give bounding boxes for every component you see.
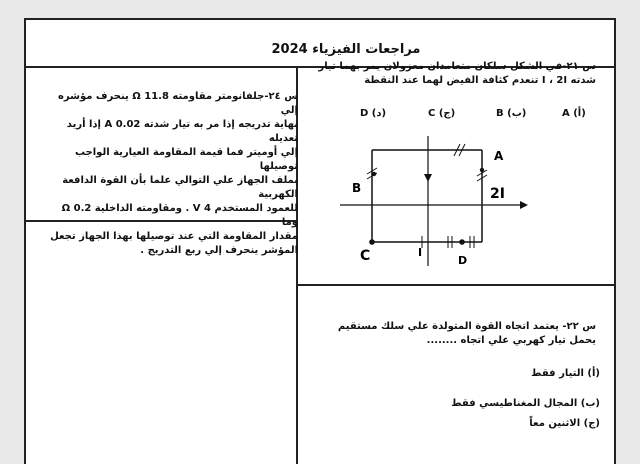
point-a xyxy=(480,168,484,172)
q21-option-d: D (د) xyxy=(360,108,387,119)
q24-line: نهاية تدريجه إذا مر به تيار شدته A 0.02 إذا أريد تعديله xyxy=(66,119,298,144)
q24-line: إلي أوميتر فما قيمة المقاومة العيارية الواجب توصيلها xyxy=(74,147,298,172)
q24-line: مقدار المقاومة التي عند توصيلها بهذا الجهاز تجعل xyxy=(50,231,298,242)
label-c: C xyxy=(360,248,371,264)
question-21 xyxy=(314,60,596,88)
q24-line: س ٢٤-جلفانومتر مقاومته Ω 11.8 ينحرف مؤشره إلي xyxy=(58,91,298,116)
q22-line2: يحمل تيار كهربي علي اتجاه ........ xyxy=(426,335,596,346)
q22-choice-b: (ب) المجال المغناطيسي فقط xyxy=(451,398,600,409)
q21-options xyxy=(360,108,600,122)
q24-line: بملف الجهاز علي التوالي علما بأن القوة الدافعة الكهربية xyxy=(62,175,298,200)
q24-line: للعمود المستخدم V 4 . ومقاومته الداخلية Ω 0.2 وما xyxy=(61,203,298,228)
page-title: مراجعات الفيزياء 2024 xyxy=(271,42,421,57)
question-22 xyxy=(314,320,596,348)
q22-line1: س ٢٢- يعتمد اتجاه القوة المتولدة علي سلك مستقيم xyxy=(337,321,596,332)
label-i: I xyxy=(418,246,423,259)
label-b: B xyxy=(352,181,362,195)
question-24 xyxy=(46,90,298,258)
point-b xyxy=(372,172,376,176)
label-2i: 2I xyxy=(490,186,505,202)
q21-option-b: B (ب) xyxy=(496,108,527,119)
wire-i-arrow xyxy=(424,174,432,182)
q22-choice-a: (أ) التيار فقط xyxy=(531,368,600,379)
q21-option-a: A (أ) xyxy=(562,108,586,119)
q21-option-c: C (ج) xyxy=(428,108,456,119)
wire-2i-arrow xyxy=(520,201,528,209)
q22-choice-c: (ج) الاثنين معاً xyxy=(529,418,600,429)
point-d xyxy=(459,239,465,245)
point-c xyxy=(369,239,375,245)
q24-line: المؤشر ينحرف إلي ربع التدريج . xyxy=(140,245,298,256)
q21-line2: شدته I ، 2I تنعدم كثافة الفيض لهما عند النقطة xyxy=(364,75,596,86)
label-a: A xyxy=(494,149,504,163)
right-section-divider xyxy=(298,284,616,286)
q21-line1: س ٢١-في الشكل سلكان متعامدان معزولان يمر بهما تيار xyxy=(318,61,596,72)
wires-diagram xyxy=(340,130,540,270)
label-d: D xyxy=(458,254,468,267)
